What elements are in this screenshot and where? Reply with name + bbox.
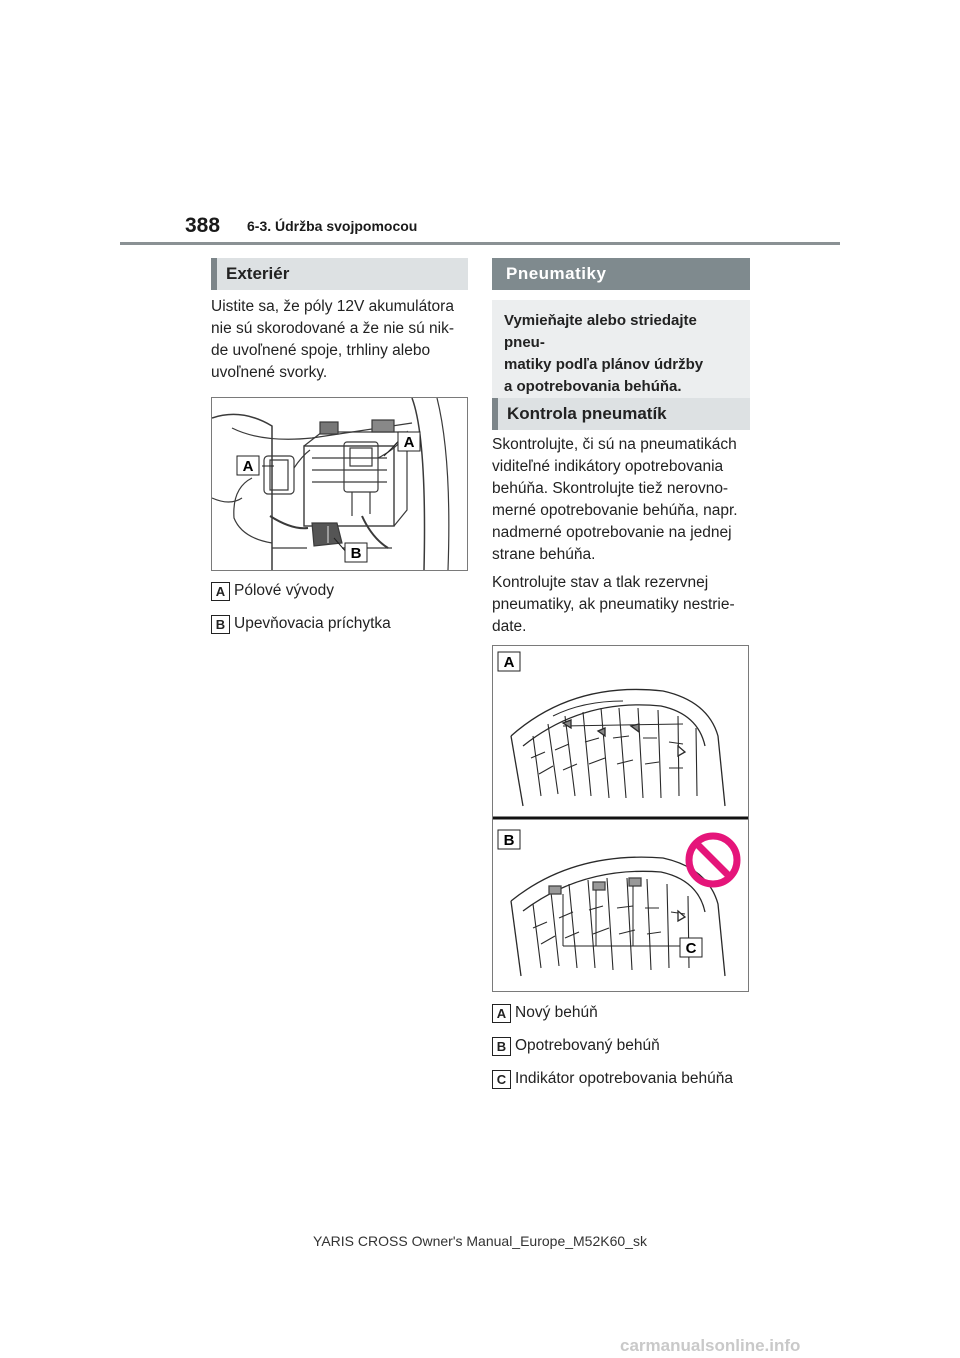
tread-legend [492,1002,733,1090]
page-number: 388 [185,214,221,237]
text-line: matiky podľa plánov údržby [504,356,704,373]
legend-item [492,1002,733,1024]
figure-label-b [345,543,367,562]
text-line: a opotrebovania behúňa. [504,378,682,395]
prohibition-icon [689,836,737,884]
text-line: uvoľnené svorky. [211,364,328,381]
figure-label-b [498,830,520,849]
legend-item [492,1035,733,1057]
legend-text: Pólové vývody [234,582,334,599]
text-line: Kontrolujte stav a tlak rezervnej [492,574,709,591]
legend-letter: C [492,1070,511,1089]
text-line: strane behúňa. [492,546,596,563]
battery-illustration [212,398,467,570]
legend-letter: A [211,582,230,601]
legend-text: Upevňovacia príchytka [234,615,391,632]
new-tire-drawing [511,689,725,806]
legend-text: Nový behúň [515,1004,598,1021]
legend-item [211,613,391,635]
text-line: date. [492,618,527,635]
legend-text: Opotrebovaný behúň [515,1037,660,1054]
text-line: merné opotrebovanie behúňa, napr. [492,502,738,519]
text-line: nie sú skorodované a že nie sú nik- [211,320,454,337]
label-c: C [685,940,697,957]
figure-label-a-left [237,456,259,475]
heading-tires: Pneumatiky [492,258,750,290]
legend-letter: A [492,1004,511,1023]
text-line: pneumatiky, ak pneumatiky nestrie- [492,596,735,613]
legend-letter: B [211,615,230,634]
figure-label-a-right [398,432,420,451]
legend-item [492,1068,733,1090]
text-line: Vymieňajte alebo striedajte pneu- [504,312,697,351]
tire-check-paragraph [492,434,754,566]
label-a-left: A [242,458,254,475]
legend-item [211,580,391,602]
heading-exterior: Exteriér [211,258,468,290]
label-b: B [350,545,362,562]
text-line: de uvoľnené spoje, trhliny alebo [211,342,431,359]
spare-tire-paragraph [492,572,754,638]
text-line: Uistite sa, že póly 12V akumulátora [211,298,454,315]
text-line: behúňa. Skontrolujte tiež nerovno- [492,480,729,497]
label-a: A [503,654,515,671]
header-divider [120,242,840,245]
label-b: B [503,832,515,849]
legend-letter: B [492,1037,511,1056]
figure-label-a [498,652,520,671]
tires-callout [492,300,750,408]
footer-manual-title: YARIS CROSS Owner's Manual_Europe_M52K60_sk [313,1233,647,1249]
heading-tire-check: Kontrola pneumatík [492,398,750,430]
battery-figure [211,397,468,571]
text-line: Skontrolujte, či sú na pneumatikách [492,436,737,453]
legend-text: Indikátor opotrebovania behúňa [515,1070,734,1087]
label-a-right: A [403,434,415,451]
exterior-legend [211,580,391,635]
exterior-paragraph [211,296,471,384]
text-line: nadmerné opotrebovanie na jednej [492,524,732,541]
figure-label-c [680,938,702,957]
watermark: carmanualsonline.info [620,1336,801,1355]
tread-figure [492,645,749,992]
tread-illustration [493,646,748,991]
text-line: viditeľné indikátory opotrebovania [492,458,724,475]
section-title: 6-3. Údržba svojpomocou [247,218,418,234]
